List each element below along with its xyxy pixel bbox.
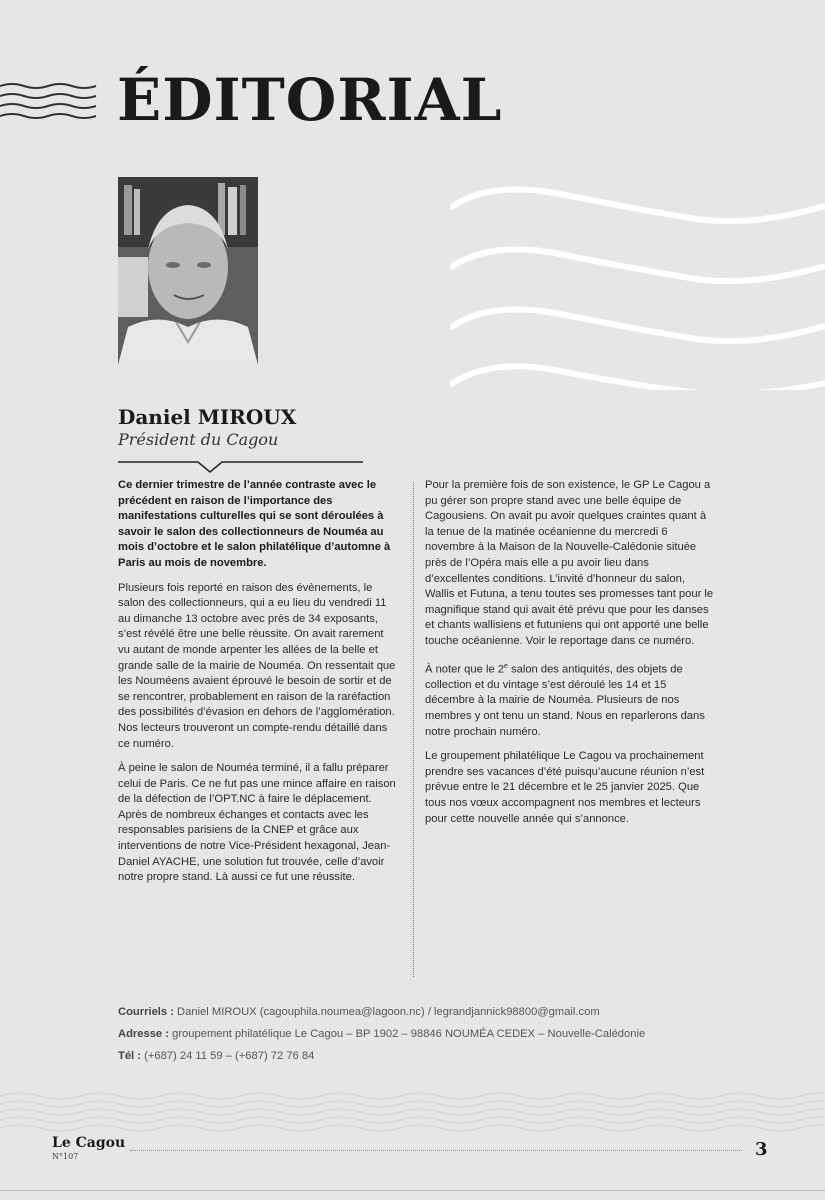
editorial-right-column	[425, 478, 715, 836]
email-label: Courriels :	[118, 1006, 174, 1018]
column-divider	[413, 482, 414, 977]
paragraph-text: salon des antiquités, des objets de collection et du vintage s’est déroulé les 14 et 15 décembre à la mairie de Nouméa. Plusieurs de nos membres y ont tenu un stand. Nous en reparlerons dans notre prochain numéro.	[425, 663, 705, 738]
phone-label: Tél :	[118, 1050, 141, 1062]
lead-paragraph: Ce dernier trimestre de l’année contraste avec le précédent en raison de l’importance des manifestations culturelles qui se sont déroulées à savoir le salon des collectionneurs de Nouméa au mois d’octobre et le salon philatélique d’automne à Paris au mois de novembre.	[118, 479, 391, 569]
postmark-lines-icon	[0, 82, 100, 122]
address-label: Adresse :	[118, 1028, 169, 1040]
address-value: groupement philatélique Le Cagou – BP 1902 – 98846 NOUMÉA CEDEX – Nouvelle-Calédonie	[169, 1028, 646, 1040]
author-divider	[118, 460, 368, 474]
footer-dotted-rule	[130, 1150, 742, 1151]
body-paragraph: À peine le salon de Nouméa terminé, il a fallu préparer celui de Paris. Ce ne fut pas une mince affaire en raison de la défection de l’OPT.NC à faire le déplacement. Après de nombreux échanges et contacts avec les responsables parisiens de la CNEP et grâce aux interventions de notre Vice-Président hexagonal, Jean-Daniel AYACHE, une solution fut trouvée, celle d’avoir notre propre stand. Là aussi ce fut une réussite.	[118, 762, 396, 884]
author-name: Daniel MIROUX	[118, 405, 297, 429]
footer-issue-number: N°107	[52, 1152, 79, 1161]
body-paragraph: Le groupement philatélique Le Cagou va prochainement prendre ses vacances d’été puisqu’aucune réunion n’est prévue entre le 21 décembre et le 25 janvier 2025. Que tous nos vœux accompagnent nos membres et lecteurs pour cette nouvelle année qui s’annonce.	[425, 750, 705, 825]
body-paragraph: Pour la première fois de son existence, le GP Le Cagou a pu gérer son propre stand avec une belle équipe de Cagousiens. On avait pu avoir quelques craintes quant à la tenue de la matinée océanienne du mercredi 6 novembre à la Maison de la Nouvelle-Calédonie située près de l’Opéra mais elle a pu avoir lieu dans d’excellentes conditions. L’invité d’honneur du salon, Wallis et Futuna, a tenu toutes ses promesses tant pour le magnifique stand qui avait été prévu que pour les danses et chants wallisiens et futuniens qui ont apporté une belle touche océanienne. Voir le reportage dans ce numéro.	[425, 479, 714, 647]
page-bottom-border	[0, 1190, 825, 1191]
postmark-waves-icon	[450, 180, 825, 390]
author-portrait	[118, 177, 258, 365]
footer-brand: Le Cagou	[52, 1135, 126, 1151]
paragraph-text: À noter que le 2	[425, 663, 504, 676]
page-number: 3	[755, 1139, 768, 1160]
author-role: Président du Cagou	[118, 430, 279, 449]
phone-value: (+687) 24 11 59 – (+687) 72 76 84	[141, 1050, 315, 1062]
ordinal-superscript: e	[504, 662, 508, 670]
phone-line	[118, 1050, 778, 1062]
page-title: ÉDITORIAL	[117, 66, 503, 134]
address-line	[118, 1028, 778, 1040]
body-paragraph	[425, 659, 715, 741]
contact-block	[118, 1006, 778, 1072]
email-value: Daniel MIROUX (cagouphila.noumea@lagoon.nc) / legrandjannick98800@gmail.com	[173, 1006, 600, 1018]
email-line	[118, 1006, 778, 1018]
editorial-left-column	[118, 478, 398, 895]
body-paragraph: Plusieurs fois reporté en raison des évènements, le salon des collectionneurs, qui a eu lieu du vendredi 11 au dimanche 13 octobre avec près de 34 exposants, s’est révélé être une belle réussite. On avait rarement vu autant de monde arpenter les allées de la belle et grande salle de la mairie de Nouméa. On ressentait que les Nouméens avaient éprouvé le besoin de sortir et de se rencontrer, probablement en raison de la raréfaction des possibilités d’évasion en dehors de l’agglomération. Nos lecteurs trouveront un compte-rendu détaillé dans ce numéro.	[118, 581, 396, 750]
